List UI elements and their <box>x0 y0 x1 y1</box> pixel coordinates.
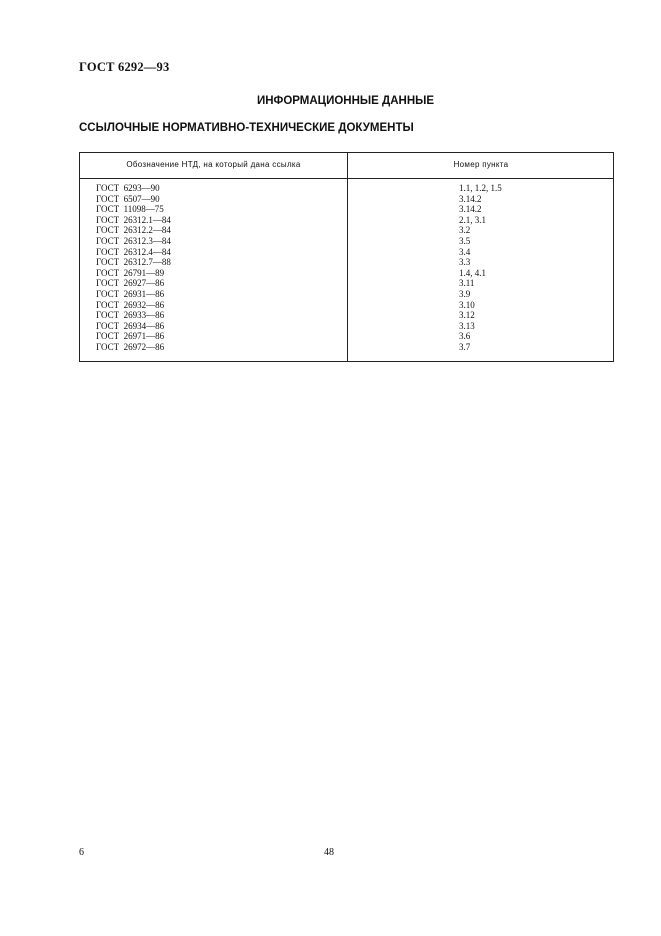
document-header: ГОСТ 6292—93 <box>79 60 170 74</box>
subsection-title: ССЫЛОЧНЫЕ НОРМАТИВНО-ТЕХНИЧЕСКИЕ ДОКУМЕНТЫ <box>79 122 414 134</box>
table-row <box>80 331 613 342</box>
reference-documents-table <box>79 152 614 362</box>
clause-number: 2.1, 3.1 <box>459 214 486 225</box>
document-designation: ГОСТ 11098—75 <box>96 204 164 215</box>
document-designation: ГОСТ 26931—86 <box>96 288 165 299</box>
table-row <box>80 310 613 321</box>
table-row <box>80 247 613 258</box>
table-row <box>80 342 613 353</box>
table-row <box>80 194 613 205</box>
document-designation: ГОСТ 26791—89 <box>96 267 165 278</box>
document-designation: ГОСТ 26972—86 <box>96 341 165 352</box>
document-designation: ГОСТ 26932—86 <box>96 299 165 310</box>
table-row <box>80 257 613 268</box>
table-row <box>80 321 613 332</box>
clause-number: 3.5 <box>459 235 471 246</box>
clause-number: 3.6 <box>459 331 471 342</box>
clause-number: 3.11 <box>459 278 475 289</box>
table-row <box>80 300 613 311</box>
clause-number: 3.3 <box>459 257 471 268</box>
header-divider <box>80 178 613 179</box>
document-designation: ГОСТ 26927—86 <box>96 278 165 289</box>
clause-number: 3.2 <box>459 225 471 236</box>
document-designation: ГОСТ 26312.3—84 <box>96 235 171 246</box>
clause-number: 3.14.2 <box>459 204 482 215</box>
table-row <box>80 236 613 247</box>
clause-number: 3.4 <box>459 246 471 257</box>
table-row <box>80 289 613 300</box>
document-designation: ГОСТ 26312.7—88 <box>96 257 171 268</box>
clause-number: 3.13 <box>459 320 475 331</box>
document-designation: ГОСТ 26933—86 <box>96 310 165 321</box>
table-row <box>80 204 613 215</box>
document-designation: ГОСТ 26934—86 <box>96 320 165 331</box>
clause-number: 3.9 <box>459 288 471 299</box>
clause-number: 3.7 <box>459 341 471 352</box>
edition-mark: 6 <box>79 847 84 858</box>
clause-number: 1.4, 4.1 <box>459 267 486 278</box>
document-designation: ГОСТ 26312.1—84 <box>96 214 171 225</box>
clause-number: 3.12 <box>459 310 475 321</box>
table-row <box>80 215 613 226</box>
table-row <box>80 278 613 289</box>
document-designation: ГОСТ 6293—90 <box>96 183 160 193</box>
document-designation: ГОСТ 26971—86 <box>96 331 165 342</box>
table-row <box>80 268 613 279</box>
document-designation: ГОСТ 26312.4—84 <box>96 246 171 257</box>
table-row <box>80 183 613 194</box>
document-designation: ГОСТ 26312.2—84 <box>96 225 171 236</box>
column-header-point: Номер пункта <box>453 160 509 169</box>
page-number: 48 <box>324 847 334 858</box>
document-designation: ГОСТ 6507—90 <box>96 193 160 204</box>
clause-number: 3.10 <box>459 299 475 310</box>
clause-number: 3.14.2 <box>459 193 482 204</box>
table-body <box>80 183 613 353</box>
table-row <box>80 225 613 236</box>
column-header-document: Обозначение НТД, на который дана ссылка <box>126 160 301 169</box>
clause-number: 1.1, 1.2, 1.5 <box>459 183 502 193</box>
section-title: ИНФОРМАЦИОННЫЕ ДАННЫЕ <box>256 95 435 107</box>
